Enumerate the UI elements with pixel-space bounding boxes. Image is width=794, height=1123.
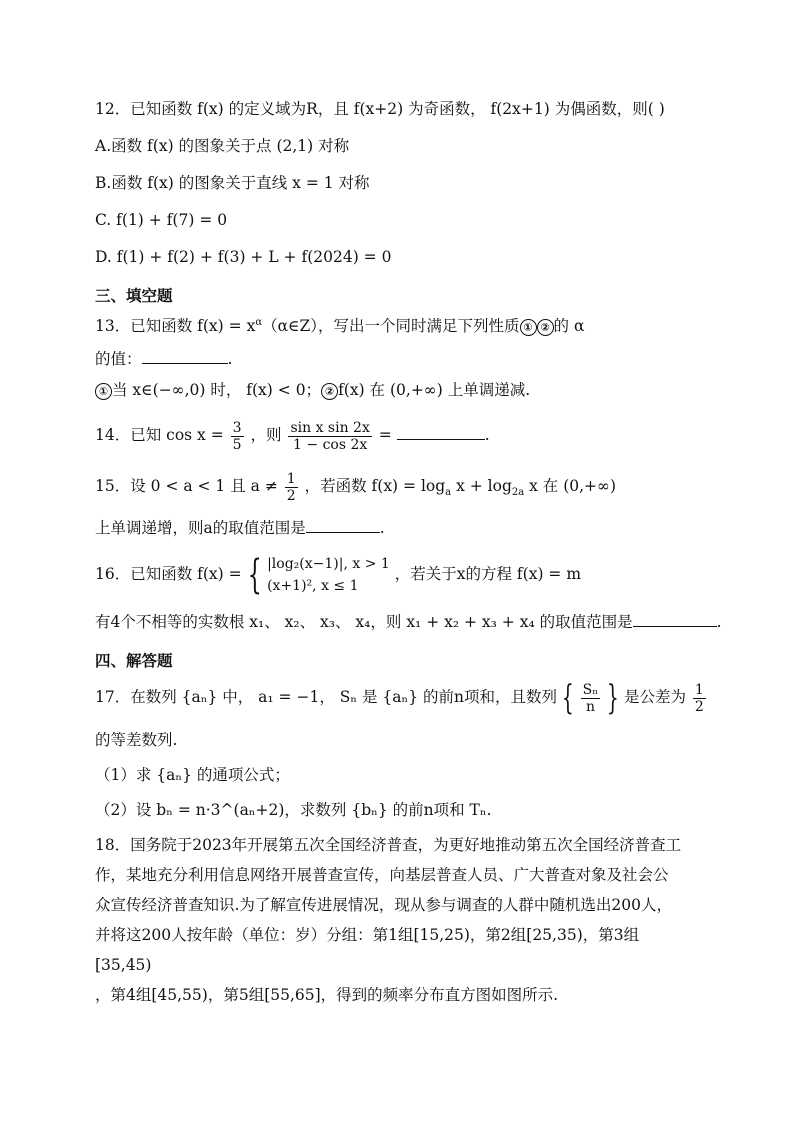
section-heading-solutions: 四、解答题 (95, 652, 173, 670)
q17-part-2: （2）设 bₙ = n·3^(aₙ+2)，求数列 {bₙ} 的前n项和 Tₙ. (95, 801, 492, 819)
q15-answer-blank[interactable] (306, 518, 380, 533)
q16-answer-blank[interactable] (633, 612, 717, 627)
q17-frac-num: Sₙ (582, 681, 599, 698)
q17-right-brace: } (607, 678, 620, 718)
q15-stem (95, 468, 616, 511)
q15-frac-num: 1 (286, 470, 296, 487)
q15-text-b: ，若函数 f(x) = log (304, 477, 446, 495)
q13-stem (95, 313, 584, 336)
circled-two: ② (537, 319, 554, 336)
q17-text-b: 是公差为 (623, 688, 686, 706)
q13-exponent: α (255, 317, 263, 328)
q16-text-a: 16．已知函数 f(x) = (95, 565, 242, 583)
q15-frac-den: 2 (286, 487, 296, 504)
section-heading-fill-in: 三、填空题 (95, 287, 173, 305)
q16-line2: 有4个不相等的实数根 x₁、 x₂、 x₃、 x₄，则 x₁ + x₂ + x₃ + x₄ 的取值范围是 . (95, 613, 722, 631)
q14-text-a: 14．已知 cos x = (95, 426, 224, 444)
q13-value-label: 的值： (95, 350, 142, 368)
q13-line2: 的值： . (95, 350, 233, 368)
q14-frac-den: 5 (232, 436, 242, 453)
q16-roots-text: 有4个不相等的实数根 x₁、 x₂、 x₃、 x₄，则 x₁ + x₂ + x₃ + x₄ 的取值范围是 (95, 613, 633, 631)
q17-frac2-num: 1 (694, 681, 704, 698)
q16-piecewise-cases (267, 553, 390, 597)
q17-fraction-sn-n (581, 682, 601, 715)
q12-stem: 12．已知函数 f(x) 的定义域为R，且 f(x+2) 为奇函数， f(2x+1) 为偶函数，则( ) (95, 100, 665, 118)
q16-text-b: ，若关于x的方程 f(x) = m (394, 565, 582, 583)
q15-log-base-1: a (445, 487, 452, 499)
q15-line2: 上单调递增，则a的取值范围是 . (95, 519, 385, 537)
q16-stem (95, 551, 581, 597)
q15-log-base-2: 2a (511, 487, 525, 499)
q13-property-1: 当 x∈(−∞,0) 时， f(x) < 0； (112, 381, 322, 399)
q12-option-b: B.函数 f(x) 的图象关于直线 x = 1 对称 (95, 174, 370, 192)
q14-fraction-3-5 (231, 420, 244, 453)
q14-fraction-expression (288, 420, 371, 453)
q17-frac-den: n (585, 698, 595, 715)
q13-answer-blank[interactable] (142, 349, 228, 364)
q12-option-c: C. f(1) + f(7) = 0 (95, 211, 228, 229)
q18-line-4: 并将这200人按年龄（单位：岁）分组：第1组[15,25)，第2组[25,35)，第3组[35,45) (95, 926, 640, 974)
q13-stem-a: 13．已知函数 f(x) = x (95, 317, 256, 336)
q12-option-a: A.函数 f(x) 的图象关于点 (2,1) 对称 (95, 137, 350, 155)
q15-range-label: 上单调递增，则a的取值范围是 (95, 519, 306, 537)
q17-fraction-half (693, 682, 706, 715)
q17-part-1: （1）求 {aₙ} 的通项公式； (95, 766, 290, 784)
q18-line-1: 18．国务院于2023年开展第五次全国经济普查，为更好地推动第五次全国经济普查工 (95, 836, 682, 854)
q14-stem: 14．已知 cos x = $\frac{3}{5}$ ，则 $\frac{\text{sin x sin 2x}}{1 - \cos 2x}$ = . (95, 419, 490, 453)
q18-line-3: 众宣传经济普查知识.为了解宣传进展情况，现从参与调查的人群中随机选出200人， (95, 896, 673, 914)
q17-frac2-den: 2 (694, 698, 704, 715)
circled-one: ① (95, 383, 112, 400)
q16-case-1: |log₂(x−1)|, x > 1 (267, 556, 390, 572)
q15-text-d: x 在 (0,+∞) (524, 477, 617, 495)
q13-line3 (95, 380, 530, 400)
q14-text-b: ，则 (250, 426, 282, 444)
q17-text-a: 17．在数列 {aₙ} 中， a₁ = −1， Sₙ 是 {aₙ} 的前n项和，且数列 (95, 688, 558, 706)
q12-option-d: D. f(1) + f(2) + f(3) + L + f(2024) = 0 (95, 248, 392, 266)
q18-line-2: 作，某地充分利用信息网络开展普查宣传，向基层普查人员、广大普查对象及社会公 (95, 866, 669, 884)
q14-expr-num: sin x sin 2x (290, 419, 370, 436)
circled-one: ① (520, 319, 537, 336)
q14-expr-den: 1 − cos 2x (293, 436, 368, 453)
q13-stem-c: 的 α (553, 317, 585, 336)
q14-equals: = (378, 426, 392, 444)
q15-text-c: x + log (451, 477, 512, 495)
q13-stem-b: （α∈Z），写出一个同时满足下列性质 (262, 317, 520, 336)
q17-left-brace: { (561, 678, 574, 718)
q16-case-2: (x+1)², x ≤ 1 (267, 578, 359, 594)
q14-answer-blank[interactable] (397, 425, 485, 440)
q15-fraction-half (285, 471, 298, 504)
q13-property-2: f(x) 在 (0,+∞) 上单调递减. (338, 381, 531, 399)
circled-two: ② (321, 383, 338, 400)
q14-frac-num: 3 (232, 419, 242, 436)
q15-text-a: 15．设 0 < a < 1 且 a ≠ (95, 477, 278, 495)
q18-line-5: ，第4组[45,55)，第5组[55,65]，得到的频率分布直方图如图所示. (95, 986, 559, 1004)
q18-paragraph (95, 830, 695, 1010)
q17-stem (95, 675, 708, 719)
q16-left-brace: { (247, 552, 262, 598)
q17-line2: 的等差数列. (95, 731, 178, 749)
